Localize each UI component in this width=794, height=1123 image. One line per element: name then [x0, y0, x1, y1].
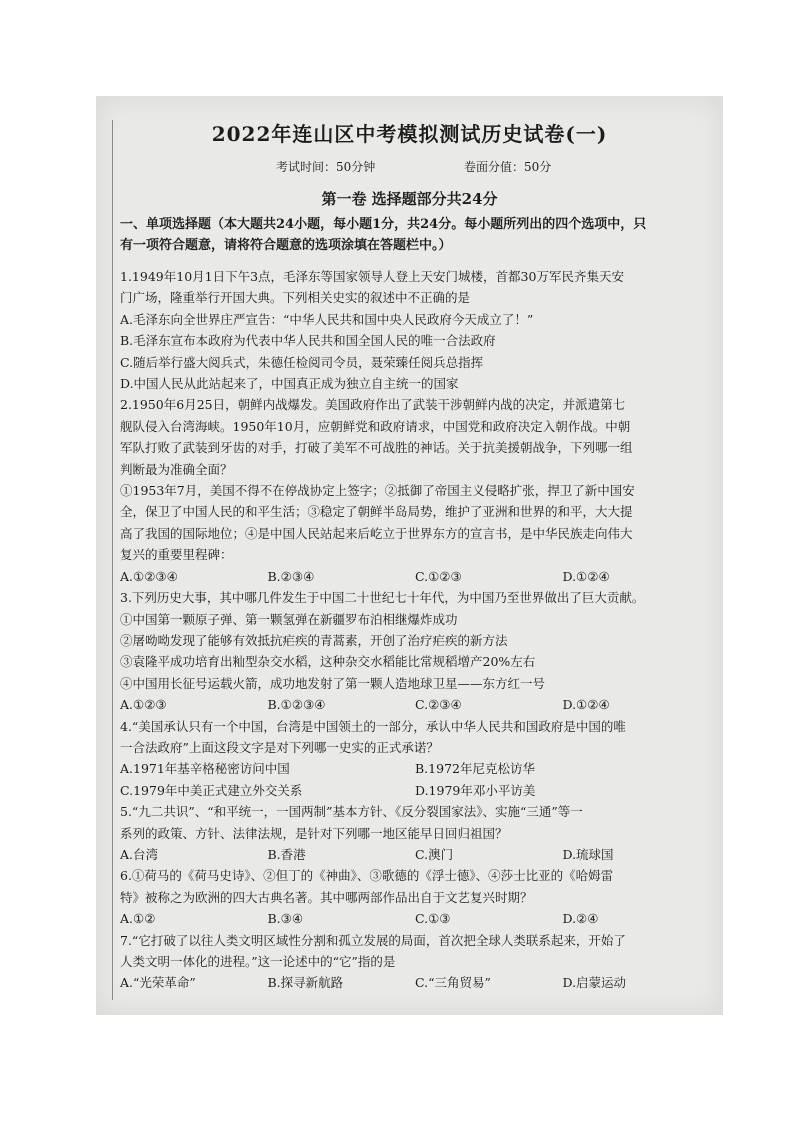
question-5: [120, 801, 710, 865]
question-text: 2.1950年6月25日，朝鲜内战爆发。美国政府作出了武装干涉朝鲜内战的决定，并派遣第七: [120, 397, 626, 413]
option-c: C.1979年中美正式建立外交关系: [120, 782, 303, 798]
option-d: D.①②④: [562, 697, 610, 713]
exam-title: 2022年连山区中考模拟测试历史试卷(一): [211, 122, 608, 146]
options-row: [120, 780, 710, 801]
question-text: 门广场，隆重举行开国大典。下列相关史实的叙述中不正确的是: [120, 290, 471, 306]
question-text: ①中国第一颗原子弹、第一颗氢弹在新疆罗布泊相继爆炸成功: [120, 611, 458, 627]
option-d: D.琉球国: [562, 846, 614, 862]
option-b: B.香港: [267, 846, 306, 862]
question-text: 7.“它打破了以往人类文明区域性分割和孤立发展的局面，首次把全球人类联系起来，开始了: [120, 932, 626, 948]
margin-line: [112, 120, 113, 1000]
section-heading: 第一卷 选择题部分共24分: [321, 190, 498, 208]
option-d: D.中国人民从此站起来了，中国真正成为独立自主统一的国家: [120, 376, 459, 392]
options-row: [120, 908, 710, 929]
option-b: B.③④: [267, 911, 304, 927]
option-b: B.①②③④: [267, 697, 326, 713]
option-c: C.①②③: [415, 568, 462, 584]
instructions: [120, 214, 710, 256]
question-text: 复兴的重要里程碑：: [120, 547, 233, 563]
option-c: C.①③: [415, 911, 451, 927]
question-text: 3.下列历史大事，其中哪几件发生于中国二十世纪七十年代，为中国乃至世界做出了巨大贡献。: [120, 590, 645, 606]
question-text: ①1953年7月，美国不得不在停战协定上签字；②抵御了帝国主义侵略扩张，捍卫了新中国安: [120, 483, 635, 499]
question-text: 4.“美国承认只有一个中国，台湾是中国领土的一部分，承认中华人民共和国政府是中国的唯: [120, 718, 626, 734]
question-text: ③袁隆平成功培育出籼型杂交水稻，这种杂交水稻能比常规稻增产20%左右: [120, 654, 536, 670]
question-text: 判断最为准确全面？: [120, 461, 233, 477]
exam-score: 卷面分值：50分: [464, 160, 552, 174]
option-a: A.①②③: [120, 697, 167, 713]
options-row: [120, 972, 710, 993]
option-d: D.②④: [562, 911, 599, 927]
option-a: A.“光荣革命”: [120, 975, 196, 991]
option-b: B.1972年尼克松访华: [415, 761, 535, 777]
question-text: 人类文明一体化的进程。”这一论述中的“它”指的是: [120, 954, 396, 969]
question-text: 1.1949年10月1日下午3点，毛泽东等国家领导人登上天安门城楼，首都30万军民齐集天安: [120, 269, 624, 284]
option-d: D.启蒙运动: [562, 975, 627, 991]
option-b: B.毛泽东宣布本政府为代表中华人民共和国全国人民的唯一合法政府: [120, 333, 496, 349]
question-4: [120, 716, 710, 802]
instruction-line: 有一项符合题意，请将符合题意的选项涂填在答题栏中。）: [120, 238, 452, 253]
exam-paper: [96, 96, 723, 1015]
option-c: C.随后举行盛大阅兵式，朱德任检阅司令员，聂荣臻任阅兵总指挥: [120, 354, 484, 370]
question-text: 军队打败了武装到牙齿的对手，打破了美军不可战胜的神话。关于抗美援朝战争，下列哪一组: [120, 440, 633, 456]
question-3: [120, 587, 710, 715]
options-row: [120, 844, 710, 865]
question-2: [120, 394, 710, 587]
option-b: B.探寻新航路: [267, 975, 344, 991]
exam-time: 考试时间：50分钟: [276, 160, 376, 174]
question-6: [120, 865, 710, 929]
option-a: A.①②: [120, 911, 156, 927]
question-text: 舰队侵入台湾海峡。1950年10月，应朝鲜党和政府请求，中国党和政府决定入朝作战。中朝: [120, 418, 631, 434]
question-text: 全，保卫了中国人民的和平生活；③稳定了朝鲜半岛局势，维护了亚洲和世界的和平，大大提: [120, 504, 633, 520]
option-a: A.毛泽东向全世界庄严宣告：“中华人民共和国中央人民政府今天成立了！”: [120, 311, 534, 327]
option-c: C.澳门: [415, 846, 454, 862]
question-text: 一合法政府”上面这段文字是对下列哪一史实的正式承诺？: [120, 739, 439, 755]
options-row: [120, 694, 710, 715]
option-a: A.1971年基辛格秘密访问中国: [120, 761, 290, 777]
option-a: A.台湾: [120, 846, 159, 862]
question-text: 高了我国的国际地位；④是中国人民站起来后屹立于世界东方的宣言书，是中华民族走向伟大: [120, 525, 633, 541]
question-text: 系列的政策、方针、法律法规，是针对下列哪一地区能早日回归祖国？: [120, 825, 508, 841]
question-text: 6.①荷马的《荷马史诗》、②但丁的《神曲》、③歌德的《浮士德》、④莎士比亚的《哈姆雷: [120, 868, 614, 884]
instruction-line: 一、单项选择题（本大题共24小题，每小题1分，共24分。每小题所列出的四个选项中，只: [120, 217, 647, 232]
options-row: [120, 566, 710, 587]
options-row: [120, 758, 710, 779]
questions: [120, 266, 710, 994]
question-text: ②屠呦呦发现了能够有效抵抗疟疾的青蒿素，开创了治疗疟疾的新方法: [120, 632, 508, 648]
option-c: C.②③④: [415, 697, 462, 713]
question-text: ④中国用长征号运载火箭，成功地发射了第一颗人造地球卫星——东方红一号: [120, 675, 546, 691]
question-text: 5.“九二共识”、“和平统一，一国两制”基本方针、《反分裂国家法》、实施“三通”等一: [120, 804, 583, 820]
question-text: 特》被称之为欧洲的四大古典名著。其中哪两部作品出自于文艺复兴时期？: [120, 889, 533, 905]
option-a: A.①②③④: [120, 568, 178, 584]
option-d: D.①②④: [562, 568, 610, 584]
question-7: [120, 930, 710, 994]
option-c: C.“三角贸易”: [415, 975, 491, 991]
option-b: B.②③④: [267, 568, 315, 584]
option-d: D.1979年邓小平访美: [415, 782, 536, 798]
question-1: [120, 266, 710, 394]
